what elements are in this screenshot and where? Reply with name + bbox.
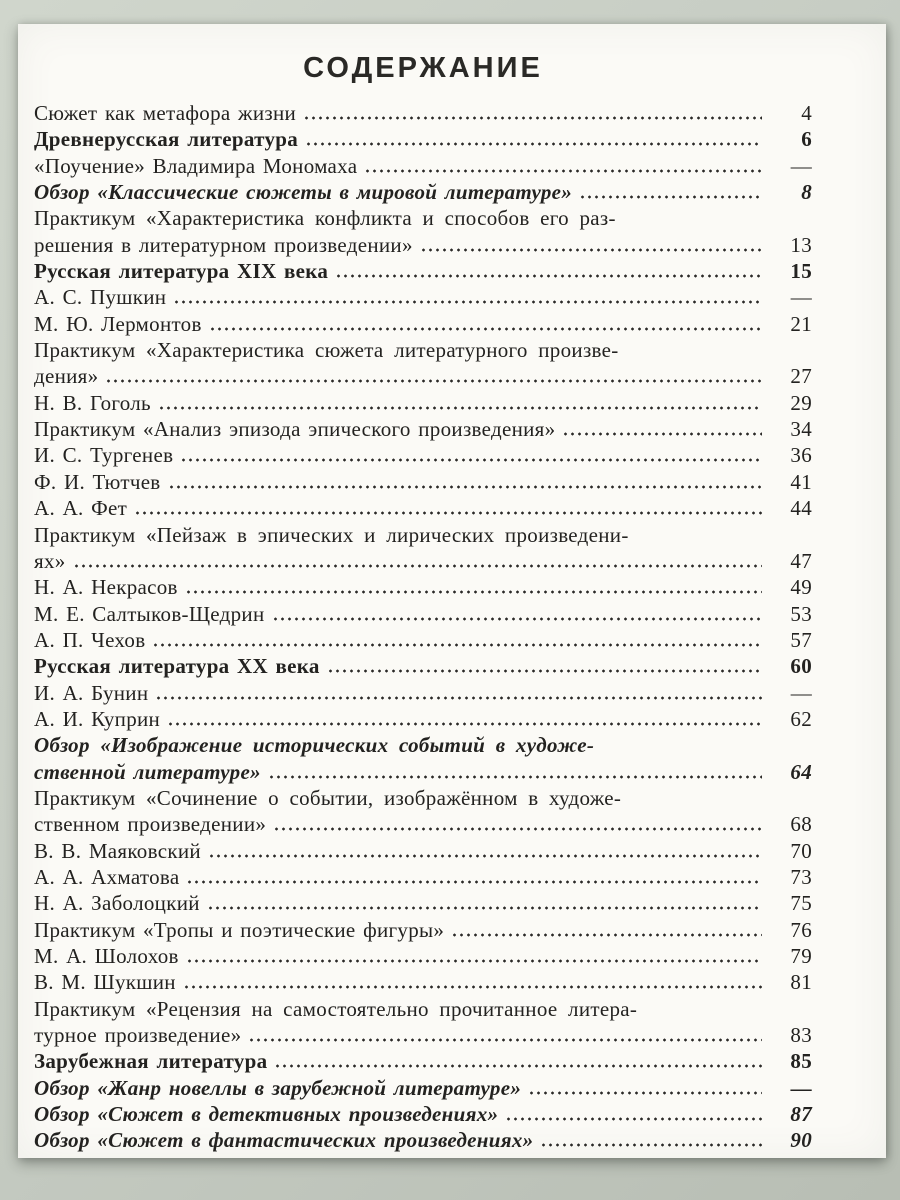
toc-row [34, 681, 812, 707]
toc-entry-text: «Поучение» Владимира Мономаха [34, 153, 358, 178]
toc-page-number: 87 [790, 1102, 812, 1127]
toc-leader-dots [303, 114, 762, 120]
toc-entry-text: ственном произведении» [34, 812, 267, 837]
table-of-contents [18, 24, 886, 1155]
toc-row [34, 443, 812, 469]
toc-entry-text: Н. А. Заболоцкий [34, 891, 200, 916]
toc-entry-text: Практикум «Тропы и поэтические фигуры» [34, 917, 445, 942]
toc-page-number: 75 [790, 891, 812, 916]
toc-leader-dots [628, 799, 762, 805]
toc-entry-text: И. С. Тургенев [34, 443, 174, 468]
toc-page-number: 6 [801, 127, 812, 152]
toc-entry-text: А. А. Ахматова [34, 864, 180, 889]
toc-entry-text: Практикум «Характеристика сюжета литературного произве- [34, 338, 619, 363]
toc-leader-dots [327, 667, 762, 673]
toc-leader-dots [152, 641, 762, 647]
toc-row [34, 970, 812, 996]
toc-row [34, 918, 812, 944]
toc-leader-dots [601, 746, 762, 752]
toc-entry-text: М. Е. Салтыков-Щедрин [34, 601, 265, 626]
toc-leader-dots [185, 588, 762, 594]
toc-leader-dots [623, 219, 762, 225]
toc-page-number: 79 [790, 944, 812, 968]
toc-page-number: 29 [790, 390, 812, 415]
toc-row [34, 1128, 812, 1154]
toc-entry-text: М. А. Шолохов [34, 944, 179, 968]
toc-page-number: 68 [790, 812, 812, 837]
toc-entry-text: Русская литература XX века [34, 654, 320, 679]
toc-page-number: 64 [790, 759, 812, 784]
toc-leader-dots [636, 536, 762, 542]
toc-row [34, 839, 812, 865]
toc-entry-text: Обзор «Сюжет в детективных произведениях» [34, 1102, 499, 1127]
toc-row [34, 628, 812, 654]
toc-row [34, 602, 812, 628]
toc-leader-dots [186, 878, 762, 884]
toc-page-number: 81 [790, 970, 812, 995]
toc-leader-dots [644, 1010, 762, 1016]
toc-leader-dots [528, 1089, 762, 1095]
toc-page-number: 34 [790, 417, 812, 442]
toc-row [34, 1076, 812, 1102]
toc-page-number: — [790, 153, 812, 178]
toc-leader-dots [208, 852, 762, 858]
toc-row [34, 707, 812, 733]
toc-page-number: 13 [790, 232, 812, 257]
toc-row [34, 733, 812, 759]
toc-page-number: 21 [790, 311, 812, 336]
toc-leader-dots [155, 694, 762, 700]
toc-leader-dots [173, 298, 762, 304]
toc-leader-dots [158, 404, 762, 410]
toc-row [34, 496, 812, 522]
toc-leader-dots [105, 377, 762, 383]
toc-leader-dots [579, 193, 762, 199]
toc-leader-dots [364, 167, 762, 173]
toc-leader-dots [180, 456, 762, 462]
toc-leader-dots [168, 483, 762, 489]
toc-leader-dots [273, 825, 762, 831]
toc-row [34, 364, 812, 390]
toc-leader-dots [134, 509, 762, 515]
toc-row [34, 1102, 812, 1128]
toc-row [34, 259, 812, 285]
toc-page-number: 62 [790, 706, 812, 731]
toc-page-number: 4 [801, 101, 812, 125]
toc-entry-text: Н. В. Гоголь [34, 390, 151, 415]
toc-leader-dots [268, 773, 762, 779]
toc-entry-text: М. Ю. Лермонтов [34, 311, 202, 336]
toc-entry-text: дения» [34, 364, 99, 389]
toc-page-number: 85 [790, 1049, 812, 1074]
toc-entry-text: Ф. И. Тютчев [34, 469, 161, 494]
toc-entry-text: Н. А. Некрасов [34, 575, 178, 600]
toc-leader-dots [540, 1141, 762, 1147]
toc-leader-dots [505, 1115, 762, 1121]
toc-page-number: — [790, 680, 812, 705]
toc-page-number: 15 [790, 259, 812, 284]
toc-row [34, 997, 812, 1023]
toc-row [34, 285, 812, 311]
toc-leader-dots [209, 325, 762, 331]
toc-leader-dots [272, 615, 762, 621]
toc-entry-text: Древнерусская литература [34, 127, 299, 152]
toc-page-number: 76 [790, 917, 812, 942]
toc-entry-text: И. А. Бунин [34, 680, 149, 705]
toc-page-number: — [790, 1075, 812, 1100]
toc-leader-dots [420, 246, 762, 252]
toc-page-number: 49 [790, 575, 812, 600]
toc-page-number: 60 [790, 654, 812, 679]
toc-page-number: 70 [790, 838, 812, 863]
toc-leader-dots [183, 983, 762, 989]
toc-entry-text: решения в литературном произведении» [34, 232, 413, 257]
toc-row [34, 786, 812, 812]
toc-row [34, 338, 812, 364]
toc-row [34, 891, 812, 917]
toc-page-number: 36 [790, 443, 812, 468]
toc-row [34, 470, 812, 496]
toc-entry-text: Практикум «Рецензия на самостоятельно прочитанное литера- [34, 996, 638, 1021]
toc-entry-list [34, 101, 812, 1155]
toc-row [34, 549, 812, 575]
toc-entry-text: Зарубежная литература [34, 1049, 268, 1074]
toc-row [34, 575, 812, 601]
toc-row [34, 1023, 812, 1049]
toc-row [34, 312, 812, 338]
toc-page-number: 53 [790, 601, 812, 626]
toc-entry-text: ственной литературе» [34, 759, 261, 784]
paper-sheet [18, 24, 886, 1158]
toc-page-number: 83 [790, 1023, 812, 1048]
toc-entry-text: Практикум «Сочинение о событии, изображённом в художе- [34, 785, 622, 810]
toc-entry-text: Практикум «Характеристика конфликта и способов его раз- [34, 206, 616, 231]
toc-leader-dots [451, 931, 762, 937]
toc-row [34, 523, 812, 549]
toc-entry-text: А. А. Фет [34, 496, 128, 521]
toc-entry-text: Обзор «Классические сюжеты в мировой литературе» [34, 180, 573, 205]
toc-entry-text: Русская литература XIX века [34, 259, 329, 284]
toc-leader-dots [335, 272, 762, 278]
toc-leader-dots [207, 904, 762, 910]
toc-entry-text: А. П. Чехов [34, 627, 146, 652]
toc-entry-text: ях» [34, 548, 66, 573]
toc-entry-text: В. В. Маяковский [34, 838, 201, 863]
toc-page-number: 41 [790, 469, 812, 494]
toc-entry-text: Практикум «Анализ эпизода эпического произведения» [34, 417, 556, 442]
toc-entry-text: Обзор «Жанр новеллы в зарубежной литературе» [34, 1075, 522, 1100]
toc-row [34, 654, 812, 680]
toc-row [34, 417, 812, 443]
toc-entry-text: В. М. Шукшин [34, 970, 176, 995]
toc-row [34, 127, 812, 153]
toc-row [34, 865, 812, 891]
toc-page-number: 27 [790, 364, 812, 389]
toc-row [34, 154, 812, 180]
toc-page-number: 47 [790, 548, 812, 573]
toc-row [34, 391, 812, 417]
toc-leader-dots [167, 720, 762, 726]
toc-leader-dots [248, 1036, 762, 1042]
toc-page-number: 57 [790, 627, 812, 652]
toc-leader-dots [274, 1062, 762, 1068]
toc-leader-dots [562, 430, 762, 436]
toc-leader-dots [73, 562, 762, 568]
toc-entry-text: Обзор «Изображение исторических событий в художе- [34, 733, 595, 758]
toc-row [34, 206, 812, 232]
toc-row [34, 944, 812, 970]
toc-page-number: 90 [790, 1128, 812, 1153]
toc-entry-text: А. С. Пушкин [34, 285, 167, 310]
toc-row [34, 101, 812, 127]
toc-entry-text: А. И. Куприн [34, 706, 161, 731]
toc-entry-text: Сюжет как метафора жизни [34, 101, 297, 125]
toc-leader-dots [305, 140, 762, 146]
toc-row [34, 233, 812, 259]
toc-leader-dots [626, 351, 762, 357]
toc-entry-text: Практикум «Пейзаж в эпических и лирических произведени- [34, 522, 629, 547]
toc-entry-text: турное произведение» [34, 1023, 242, 1048]
toc-row [34, 1049, 812, 1075]
toc-page-number: 8 [801, 180, 812, 205]
toc-page-number: — [790, 285, 812, 310]
toc-row [34, 812, 812, 838]
toc-row [34, 180, 812, 206]
toc-leader-dots [186, 957, 762, 963]
toc-page-number: 73 [790, 864, 812, 889]
toc-entry-text: Обзор «Сюжет в фантастических произведениях» [34, 1128, 534, 1153]
toc-page-number: 44 [790, 496, 812, 521]
toc-row [34, 760, 812, 786]
page-title: СОДЕРЖАНИЕ [303, 52, 543, 84]
